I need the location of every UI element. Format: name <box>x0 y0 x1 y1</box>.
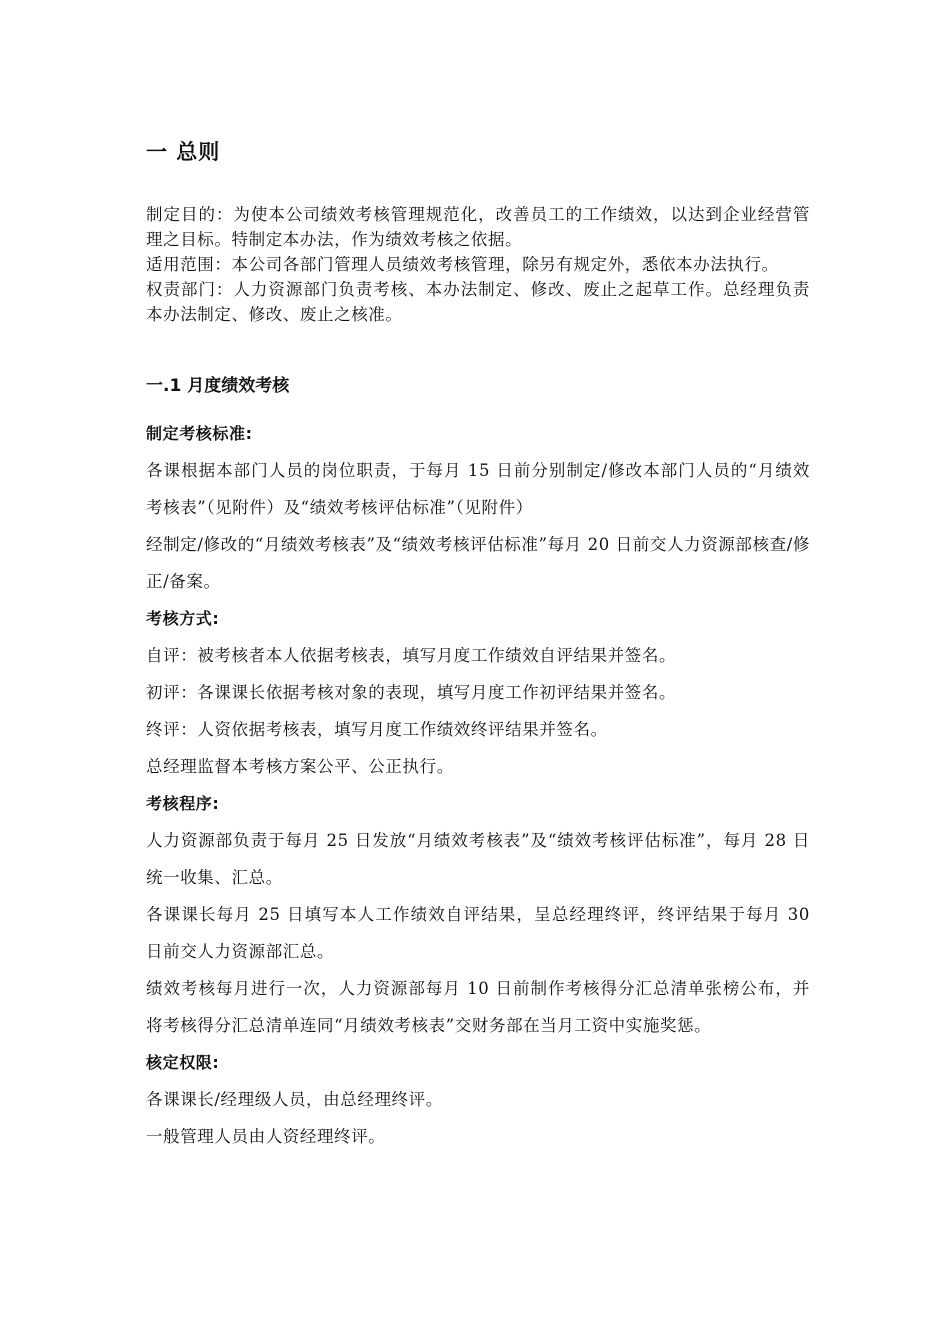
procedure-line-1: 人力资源部负责于每月 25 日发放“月绩效考核表”及“绩效考核评估标准”，每月 28 日统一收集、汇总。 <box>146 831 810 887</box>
intro-scope: 适用范围：本公司各部门管理人员绩效考核管理，除另有规定外，悉依本办法执行。 <box>146 255 779 274</box>
intro-responsibility: 权责部门：人力资源部门负责考核、本办法制定、修改、废止之起草工作。总经理负责本办法制定、修改、废止之核准。 <box>146 280 810 324</box>
intro-paragraphs <box>146 202 810 327</box>
section-heading: 一 总则 <box>146 140 221 164</box>
authority-line-1: 各课课长/经理级人员，由总经理终评。 <box>146 1090 443 1109</box>
block-title-procedure: 考核程序: <box>146 794 220 813</box>
subsection-heading: 一.1 月度绩效考核 <box>146 376 290 396</box>
method-line-1: 自评：被考核者本人依据考核表，填写月度工作绩效自评结果并签名。 <box>146 646 677 665</box>
procedure-line-3: 绩效考核每月进行一次，人力资源部每月 10 日前制作考核得分汇总清单张榜公布，并将考核得分汇总清单连同“月绩效考核表”交财务部在当月工资中实施奖惩。 <box>146 979 810 1035</box>
method-line-2: 初评：各课课长依据考核对象的表现，填写月度工作初评结果并签名。 <box>146 683 677 702</box>
intro-purpose: 制定目的：为使本公司绩效考核管理规范化，改善员工的工作绩效，以达到企业经营管理之目标。特制定本办法，作为绩效考核之依据。 <box>146 205 810 249</box>
block-title-method: 考核方式: <box>146 609 220 628</box>
block-title-standards: 制定考核标准: <box>146 424 253 443</box>
subsection-body <box>146 415 810 1155</box>
standards-line-2: 经制定/修改的“月绩效考核表”及“绩效考核评估标准”每月 20 日前交人力资源部核查/修正/备案。 <box>146 535 810 591</box>
method-line-3: 终评：人资依据考核表，填写月度工作绩效终评结果并签名。 <box>146 720 608 739</box>
block-title-authority: 核定权限: <box>146 1053 220 1072</box>
standards-line-1: 各课根据本部门人员的岗位职责，于每月 15 日前分别制定/修改本部门人员的“月绩效考核表”（见附件）及“绩效考核评估标准”（见附件） <box>146 461 810 517</box>
authority-line-2: 一般管理人员由人资经理终评。 <box>146 1127 386 1146</box>
procedure-line-2: 各课课长每月 25 日填写本人工作绩效自评结果，呈总经理终评，终评结果于每月 30 日前交人力资源部汇总。 <box>146 905 810 961</box>
method-line-4: 总经理监督本考核方案公平、公正执行。 <box>146 757 454 776</box>
